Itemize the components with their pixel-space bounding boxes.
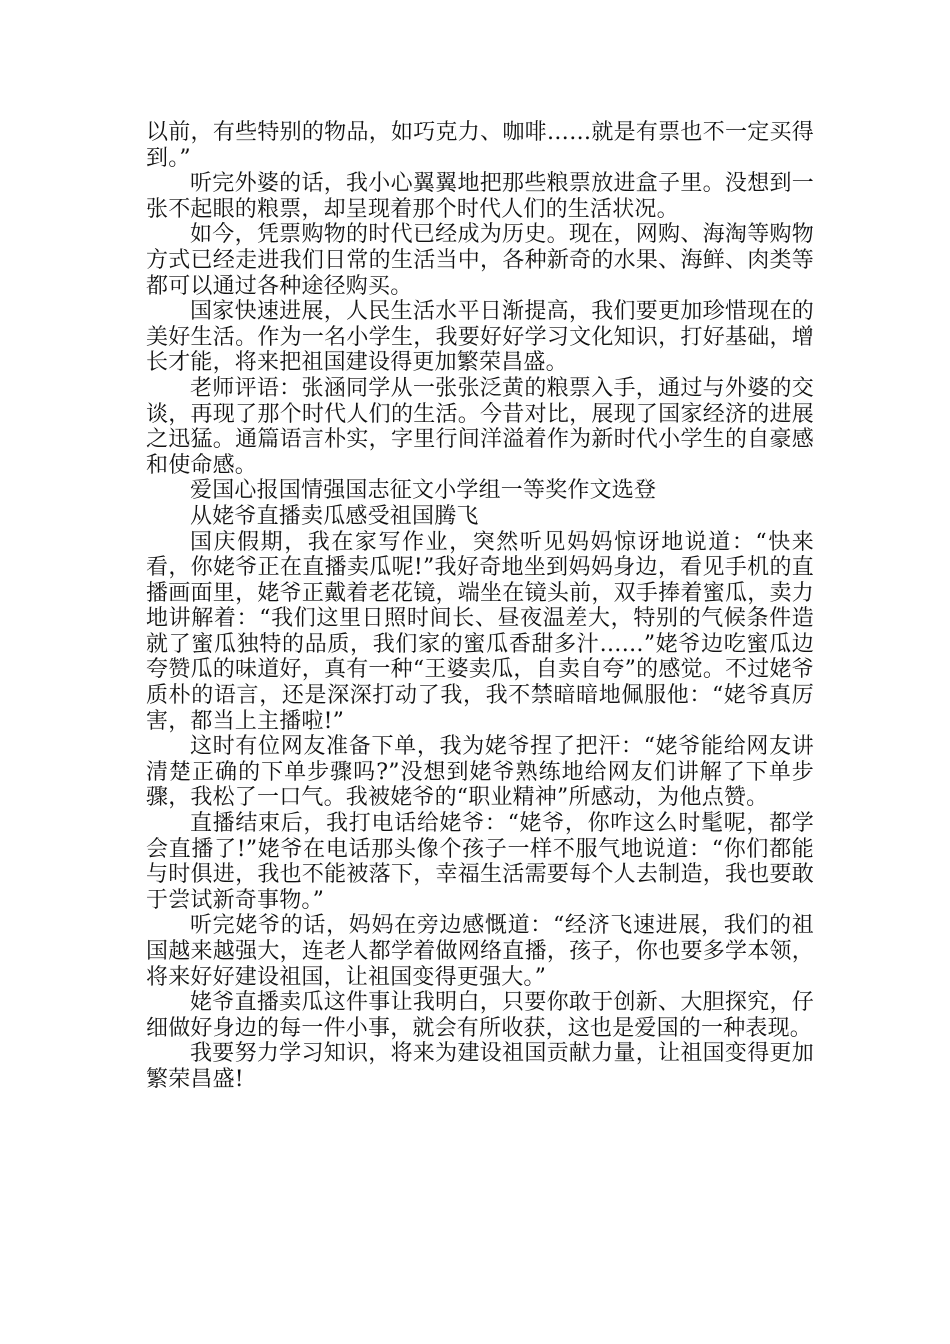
paragraph: 听完姥爷的话，妈妈在旁边感慨道：“经济飞速进展，我们的祖国越来越强大，连老人都学着做网络直播，孩子，你也要多学本领，将来好好建设祖国，让祖国变得更强大。” [146, 913, 814, 990]
essay-title: 从姥爷直播卖瓜感受祖国腾飞 [190, 503, 479, 529]
paragraph: 听完外婆的话，我小心翼翼地把那些粮票放进盒子里。没想到一张不起眼的粮票，却呈现着那个时代人们的生活状况。 [146, 171, 814, 222]
teacher-comment: 老师评语：张涵同学从一张张泛黄的粮票入手，通过与外婆的交谈，再现了那个时代人们的生活。今昔对比，展现了国家经济的进展之迅猛。通篇语言朴实，字里行间洋溢着作为新时代小学生的自豪感和使命感。 [146, 375, 814, 478]
paragraph: 我要努力学习知识，将来为建设祖国贡献力量，让祖国变得更加繁荣昌盛! [146, 1041, 814, 1092]
paragraph: 这时有位网友准备下单，我为姥爷捏了把汗：“姥爷能给网友讲清楚正确的下单步骤吗?”没想到姥爷熟练地给网友们讲解了下单步骤，我松了一口气。我被姥爷的“职业精神”所感动，为他点赞。 [146, 734, 814, 811]
paragraph: 如今，凭票购物的时代已经成为历史。现在，网购、海淘等购物方式已经走进我们日常的生活当中，各种新奇的水果、海鲜、肉类等都可以通过各种途径购买。 [146, 222, 814, 299]
paragraph: 国庆假期，我在家写作业，突然听见妈妈惊讶地说道：“快来看，你姥爷正在直播卖瓜呢!”我好奇地坐到妈妈身边，看见手机的直播画面里，姥爷正戴着老花镜，端坐在镜头前，双手捧着蜜瓜，卖力地讲解着：“我们这里日照时间长、昼夜温差大，特别的气候条件造就了蜜瓜独特的品质，我们家的蜜瓜香甜多汁……”姥爷边吃蜜瓜边夸赞瓜的味道好，真有一种“王婆卖瓜，自卖自夸”的感觉。不过姥爷质朴的语言，还是深深打动了我，我不禁暗暗地佩服他：“姥爷真厉害，都当上主播啦!” [146, 529, 814, 734]
paragraph-continuation: 以前，有些特别的物品，如巧克力、咖啡……就是有票也不一定买得到。” [146, 120, 814, 171]
document-page [146, 120, 814, 1093]
paragraph: 直播结束后，我打电话给姥爷：“姥爷，你咋这么时髦呢，都学会直播了!”姥爷在电话那头像个孩子一样不服气地说道：“你们都能与时俱进，我也不能被落下，幸福生活需要每个人去制造，我也要敢于尝试新奇事物。” [146, 811, 814, 913]
paragraph: 姥爷直播卖瓜这件事让我明白，只要你敢于创新、大胆探究，仔细做好身边的每一件小事，就会有所收获，这也是爱国的一种表现。 [146, 990, 814, 1041]
paragraph: 国家快速进展，人民生活水平日渐提高，我们要更加珍惜现在的美好生活。作为一名小学生，我要好好学习文化知识，打好基础，增长才能，将来把祖国建设得更加繁荣昌盛。 [146, 299, 814, 376]
section-heading: 爱国心报国情强国志征文小学组一等奖作文选登 [190, 478, 657, 504]
